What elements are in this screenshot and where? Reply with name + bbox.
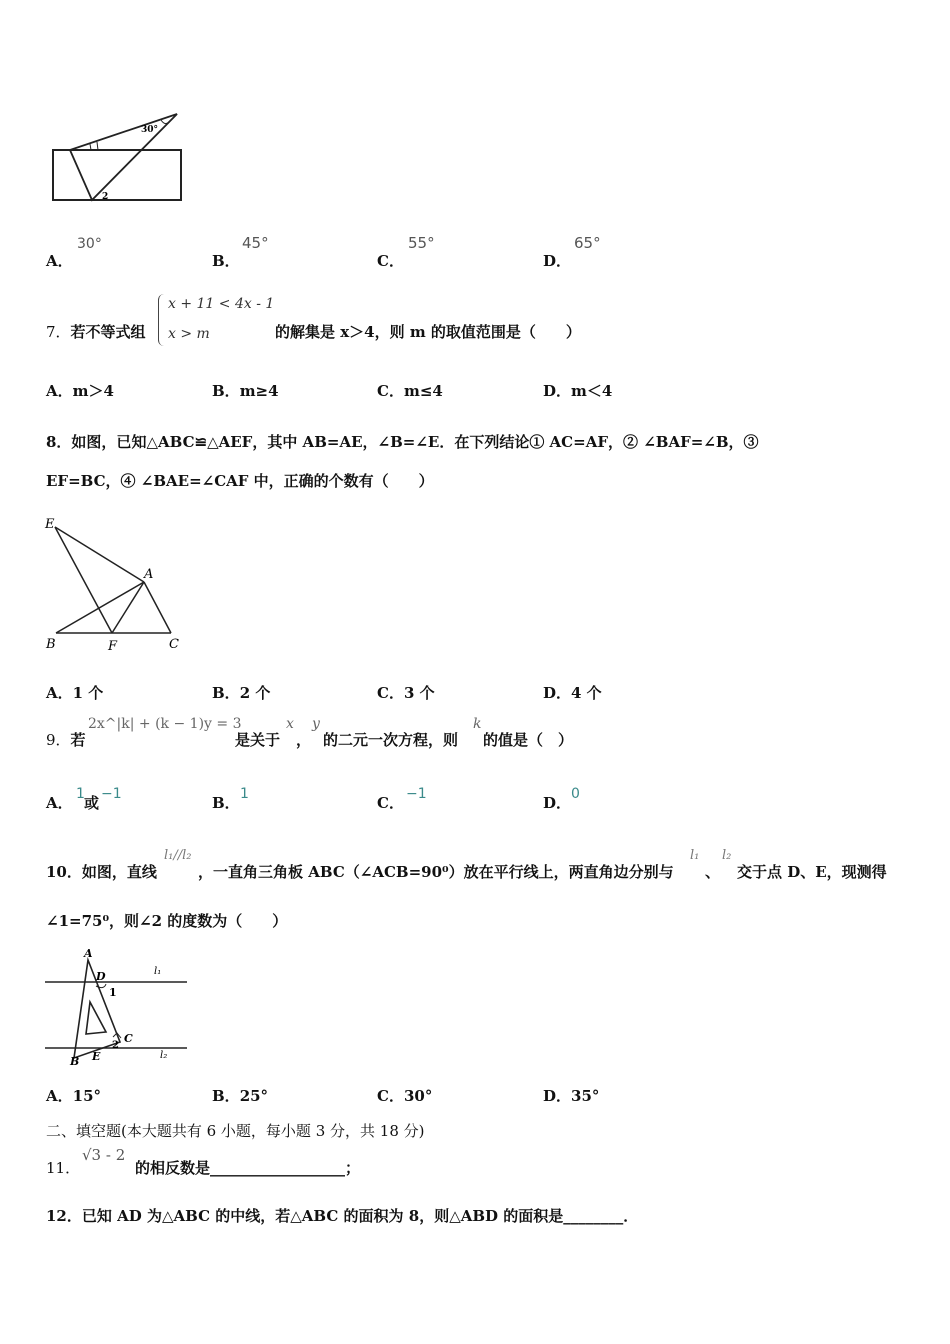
angle-30-label: 30°: [141, 125, 159, 135]
option-letter: C．: [377, 252, 404, 270]
angle-mark: [97, 142, 98, 150]
option-value: 3 个: [403, 684, 435, 702]
q10-suffix: 交于点 D、E，现测得: [737, 863, 887, 881]
q8-option-b[interactable]: B．2 个: [212, 684, 271, 702]
inequality-line-2: x > m: [168, 326, 210, 342]
q7-option-b[interactable]: B．m≥4: [212, 382, 279, 400]
segment-BA: [56, 582, 144, 633]
q7-stem: [46, 321, 146, 342]
q10-l1: l₁: [690, 848, 700, 863]
option-value: 4 个: [571, 684, 602, 702]
q8-option-c[interactable]: C．3 个: [377, 684, 435, 702]
q10-option-d[interactable]: D．35°: [543, 1087, 600, 1105]
q6-option-d[interactable]: [543, 250, 571, 271]
q12-stem: 12．已知 AD 为△ABC 的中线，若△ABC 的面积为 8，则△ABD 的面积是________．: [46, 1207, 639, 1225]
label-D: D: [96, 970, 106, 983]
q10-mid: ，一直角三角板 ABC（∠ACB=90⁰）放在平行线上，两直角边分别与: [198, 863, 674, 881]
option-letter: B．: [212, 252, 240, 270]
figure-q6: [45, 108, 190, 208]
label-C: C: [169, 637, 179, 652]
q10-l2: l₂: [722, 848, 732, 863]
label-E: E: [92, 1050, 101, 1063]
label-A: A: [84, 947, 93, 960]
angle-arc: [161, 120, 169, 124]
q7-option-a[interactable]: A．m＞4: [46, 382, 114, 400]
option-value: m＞4: [72, 382, 114, 400]
angle-2-label: 2: [102, 192, 109, 202]
q11-number: 11．: [46, 1159, 81, 1177]
q11-expression: √3 - 2: [82, 1146, 126, 1164]
q9-number: 9．若: [46, 731, 86, 749]
q9-var-k: k: [473, 716, 482, 732]
inequality-line-1: x + 11 < 4x - 1: [168, 296, 275, 312]
label-B: B: [46, 637, 56, 652]
option-letter: D．: [543, 252, 572, 270]
label-E: E: [45, 517, 55, 532]
q8-stem-line-1: 8．如图，已知△ABC≌△AEF，其中 AB=AE，∠B=∠E．在下列结论① AC=AF，② ∠BAF=∠B，③: [46, 433, 759, 451]
q6-option-a[interactable]: [46, 250, 73, 271]
label-A: A: [144, 567, 154, 582]
section-2-title: 二、填空题(本大题共有 6 小题，每小题 3 分，共 18 分): [46, 1122, 425, 1140]
option-value: 1 个: [72, 684, 104, 702]
option-value: m≥4: [239, 382, 279, 400]
q10-option-b[interactable]: B．25°: [212, 1087, 269, 1105]
figure-q8: [40, 512, 190, 654]
label-l2: l₂: [160, 1050, 168, 1061]
q9-sep: ，: [296, 731, 312, 749]
option-value: 15°: [72, 1087, 102, 1105]
q9-option-d[interactable]: D．: [543, 794, 572, 812]
q8-option-d[interactable]: D．4 个: [543, 684, 602, 702]
q10-option-c[interactable]: C．30°: [377, 1087, 433, 1105]
q9-option-c[interactable]: C．: [377, 794, 404, 812]
q8-option-a[interactable]: A．1 个: [46, 684, 104, 702]
q9-option-a[interactable]: A．: [46, 794, 73, 812]
label-angle-2: 2: [112, 1040, 119, 1051]
option-value: m≤4: [403, 382, 443, 400]
q9-option-b-value: 1: [240, 786, 249, 802]
label-l1: l₁: [154, 966, 162, 977]
q10-prefix: 10．如图，直线: [46, 863, 157, 881]
option-value: 30°: [403, 1087, 433, 1105]
q11-suffix: 的相反数是__________________；: [135, 1159, 361, 1177]
q10-option-a[interactable]: A．15°: [46, 1087, 102, 1105]
q10-sep: 、: [705, 863, 721, 881]
q10-stem-line-2: ∠1=75⁰，则∠2 的度数为（ ）: [46, 912, 288, 930]
q9-equation: 2x^|k| + (k − 1)y = 3: [88, 716, 242, 732]
q9-var-y: y: [312, 716, 320, 732]
option-value: 2 个: [239, 684, 271, 702]
q9-option-d-value: 0: [571, 786, 580, 802]
label-B: B: [70, 1055, 80, 1068]
label-C: C: [124, 1032, 133, 1045]
q6-option-b-value: 45°: [242, 234, 269, 252]
q9-option-a-value: 1: [76, 786, 85, 802]
q6-option-a-value: 30°: [77, 236, 102, 252]
segment-AC: [144, 582, 171, 633]
set-square-triangle: [70, 114, 177, 200]
q7-suffix: 的解集是 x＞4，则 m 的取值范围是（ ）: [275, 323, 581, 341]
q9-mid: 是关于: [235, 731, 281, 749]
q6-option-c-value: 55°: [408, 234, 435, 252]
q8-stem-line-2: EF=BC，④ ∠BAE=∠CAF 中，正确的个数有（ ）: [46, 472, 434, 490]
q9-option-a-value-2: −1: [101, 786, 122, 802]
question-number: 7．: [46, 323, 71, 341]
label-angle-1: 1: [109, 986, 117, 999]
q9-option-b[interactable]: B．: [212, 794, 240, 812]
segment-AF: [112, 582, 144, 633]
q7-prefix: 若不等式组: [70, 323, 146, 341]
option-value: m＜4: [571, 382, 613, 400]
q9-mid2: 的二元一次方程，则: [323, 731, 459, 749]
q9-option-a-or: 或: [84, 794, 100, 812]
segment-EA: [55, 527, 144, 582]
q6-option-c[interactable]: [377, 250, 404, 271]
option-letter: A．: [46, 252, 73, 270]
q7-option-d[interactable]: D．m＜4: [543, 382, 613, 400]
q6-option-d-value: 65°: [574, 234, 601, 252]
figure-q10: [40, 944, 195, 1068]
option-value: 25°: [239, 1087, 269, 1105]
triangle-inner-hole: [86, 1002, 106, 1034]
q7-option-c[interactable]: C．m≤4: [377, 382, 443, 400]
q9-suffix: 的值是（ ）: [483, 731, 574, 749]
option-value: 35°: [571, 1087, 600, 1105]
q6-option-b[interactable]: [212, 250, 240, 271]
label-F: F: [108, 639, 118, 654]
q9-option-c-value: −1: [406, 786, 427, 802]
q10-parallel: l₁//l₂: [164, 848, 192, 863]
q9-var-x: x: [286, 716, 294, 732]
